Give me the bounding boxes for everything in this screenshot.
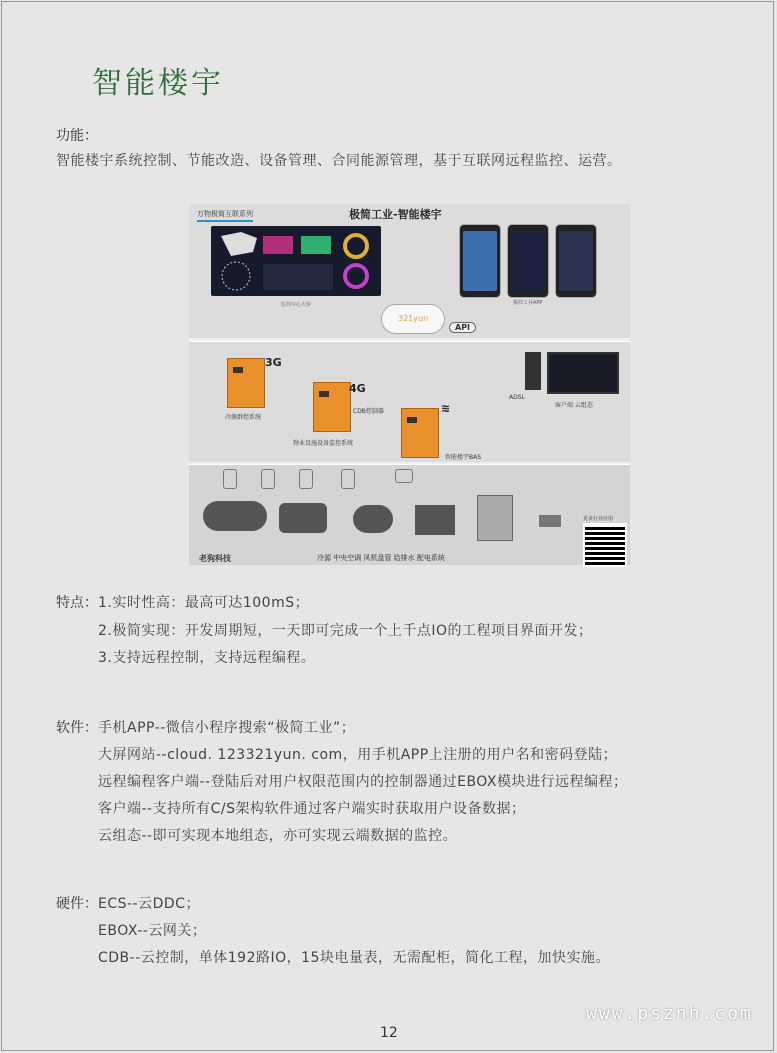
controller-box-2 xyxy=(313,382,351,432)
wifi-icon: ≋ xyxy=(441,402,451,415)
dashboard-caption: 监控中心大屏 xyxy=(281,302,312,308)
dashboard-image xyxy=(211,226,381,296)
box2b-caption: 物业设施设备监控系统 xyxy=(293,440,354,447)
controller-box-3 xyxy=(401,408,439,458)
page-title: 智能楼宇 xyxy=(92,66,224,101)
phone-3 xyxy=(555,224,597,298)
pc-screen-icon xyxy=(547,352,619,394)
function-label: 功能： xyxy=(56,128,98,144)
pc-tower-icon xyxy=(525,352,541,390)
controller-box-1 xyxy=(227,358,265,408)
sensor-icon-4 xyxy=(341,469,355,489)
software-item-5: 云组态--即可实现本地组态，亦可实现云端数据的监控。 xyxy=(98,828,458,844)
hardware-label: 硬件： xyxy=(56,896,98,912)
software-label: 软件： xyxy=(56,720,98,736)
diagram-top-section xyxy=(189,204,630,338)
phones-caption: 极简工业APP xyxy=(513,300,543,306)
diagram-tag: 万物极简互联系列 xyxy=(197,209,253,222)
features-label: 特点： xyxy=(56,595,98,611)
box2-caption: CDB控制器 xyxy=(353,408,384,415)
fan-coil-icon xyxy=(415,505,455,535)
system-diagram xyxy=(189,204,630,564)
phone-2 xyxy=(507,224,549,298)
box3-caption: 智能楼宇BAS xyxy=(445,454,482,461)
net-4g-label: 4G xyxy=(349,382,366,395)
api-badge: API xyxy=(449,322,476,333)
brand-label: 老狗科技 xyxy=(199,554,231,563)
box1-caption: 冷源群控系统 xyxy=(225,414,262,421)
software-item-1: 手机APP--微信小程序搜索“极简工业”； xyxy=(98,720,356,736)
phone-1 xyxy=(459,224,501,298)
qr-code xyxy=(583,523,627,567)
feature-item-3: 3.支持远程控制，支持远程编程。 xyxy=(98,650,316,666)
motor-icon xyxy=(279,503,327,533)
function-text: 智能楼宇系统控制、节能改造、设备管理、合同能源管理，基于互联网远程监控、运营。 xyxy=(56,153,622,169)
dashboard-graphic xyxy=(211,226,381,296)
software-item-3: 远程编程客户端--登陆后对用户权限范围内的控制器通过EBOX模块进行远程编程； xyxy=(98,774,628,790)
software-item-4: 客户端--支持所有C/S架构软件通过客户端实时获取用户设备数据； xyxy=(98,801,526,817)
chiller-icon xyxy=(203,501,267,531)
feature-item-2: 2.极简实现：开发周期短，一天即可完成一个上千点IO的工程项目界面开发； xyxy=(98,623,593,639)
software-item-2: 大屏网站--cloud. 123321yun. com，用手机APP上注册的用户名和密码登陆； xyxy=(98,747,618,763)
hardware-item-2: EBOX--云网关； xyxy=(98,923,207,939)
adsl-label: ADSL xyxy=(509,394,525,401)
hardware-item-1: ECS--云DDC； xyxy=(98,896,200,912)
page-number: 12 xyxy=(380,1025,398,1041)
hardware-item-3: CDB--云控制，单体192路IO，15块电量表，无需配柜，简化工程，加快实施。 xyxy=(98,950,610,966)
feature-item-1: 1.实时性高：最高可达100mS； xyxy=(98,595,310,611)
sensor-icon-1 xyxy=(223,469,237,489)
sensor-icon-2 xyxy=(261,469,275,489)
net-3g-label: 3G xyxy=(265,356,282,369)
diagram-bottom-section xyxy=(189,464,630,565)
valve-icon xyxy=(539,515,561,527)
meter-icon xyxy=(395,469,413,483)
fan-icon xyxy=(353,505,393,533)
systems-caption: 冷源 中央空调 风机盘管 给排水 配电系统 xyxy=(317,554,445,562)
client-caption: 客户端 云组态 xyxy=(555,402,593,409)
diagram-middle-section xyxy=(189,341,630,462)
cabinet-icon xyxy=(477,495,513,541)
qr-caption: 更多行业应用 xyxy=(583,516,614,522)
cloud-label: 321yun xyxy=(398,314,429,323)
sensor-icon-3 xyxy=(299,469,313,489)
watermark: www.psznh.com xyxy=(586,1003,753,1024)
diagram-title: 极简工业-智能楼宇 xyxy=(349,208,442,221)
